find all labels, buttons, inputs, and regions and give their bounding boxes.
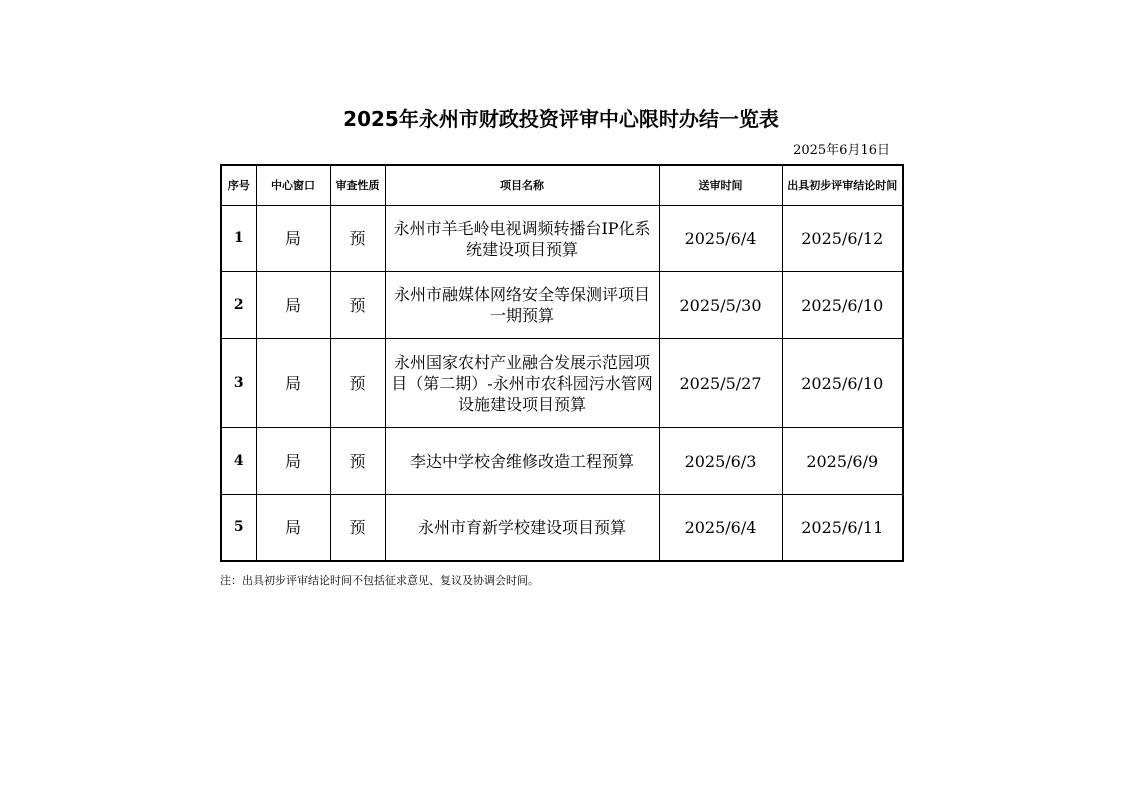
row-conclusion-date: 2025/6/9 (782, 428, 903, 495)
header-window: 中心窗口 (256, 165, 330, 206)
row-conclusion-date: 2025/6/11 (782, 495, 903, 561)
row-review-type: 预 (330, 272, 385, 339)
row-index: 2 (221, 272, 256, 339)
row-conclusion-date: 2025/6/12 (782, 206, 903, 272)
table-header-row (221, 165, 903, 206)
row-project-name: 永州国家农村产业融合发展示范园项目（第二期）-永州市农科园污水管网设施建设项目预算 (385, 339, 659, 428)
table-row (221, 206, 903, 272)
document-title: 2025年永州市财政投资评审中心限时办结一览表 (343, 107, 779, 131)
row-review-type: 预 (330, 428, 385, 495)
table-row (221, 272, 903, 339)
row-index: 4 (221, 428, 256, 495)
row-project-name: 永州市羊毛岭电视调频转播台IP化系统建设项目预算 (385, 206, 659, 272)
row-index: 3 (221, 339, 256, 428)
row-conclusion-date: 2025/6/10 (782, 272, 903, 339)
row-submit-date: 2025/6/3 (659, 428, 782, 495)
table-row (221, 428, 903, 495)
row-submit-date: 2025/6/4 (659, 206, 782, 272)
row-project-name: 李达中学校舍维修改造工程预算 (385, 428, 659, 495)
row-project-name: 永州市育新学校建设项目预算 (385, 495, 659, 561)
row-window: 局 (256, 206, 330, 272)
document-date: 2025年6月16日 (793, 143, 890, 158)
row-index: 5 (221, 495, 256, 561)
table-row (221, 495, 903, 561)
row-conclusion-date: 2025/6/10 (782, 339, 903, 428)
row-window: 局 (256, 339, 330, 428)
row-review-type: 预 (330, 495, 385, 561)
header-index: 序号 (221, 165, 256, 206)
row-submit-date: 2025/5/30 (659, 272, 782, 339)
row-window: 局 (256, 272, 330, 339)
row-submit-date: 2025/6/4 (659, 495, 782, 561)
header-review-type: 审查性质 (330, 165, 385, 206)
row-window: 局 (256, 495, 330, 561)
header-project-name: 项目名称 (385, 165, 659, 206)
footnote: 注：出具初步评审结论时间不包括征求意见、复议及协调会时间。 (220, 574, 539, 587)
row-submit-date: 2025/5/27 (659, 339, 782, 428)
row-project-name: 永州市融媒体网络安全等保测评项目一期预算 (385, 272, 659, 339)
table-row (221, 339, 903, 428)
row-window: 局 (256, 428, 330, 495)
header-conclusion-date: 出具初步评审结论时间 (782, 165, 903, 206)
row-index: 1 (221, 206, 256, 272)
header-submit-date: 送审时间 (659, 165, 782, 206)
row-review-type: 预 (330, 206, 385, 272)
review-table (220, 164, 904, 562)
row-review-type: 预 (330, 339, 385, 428)
